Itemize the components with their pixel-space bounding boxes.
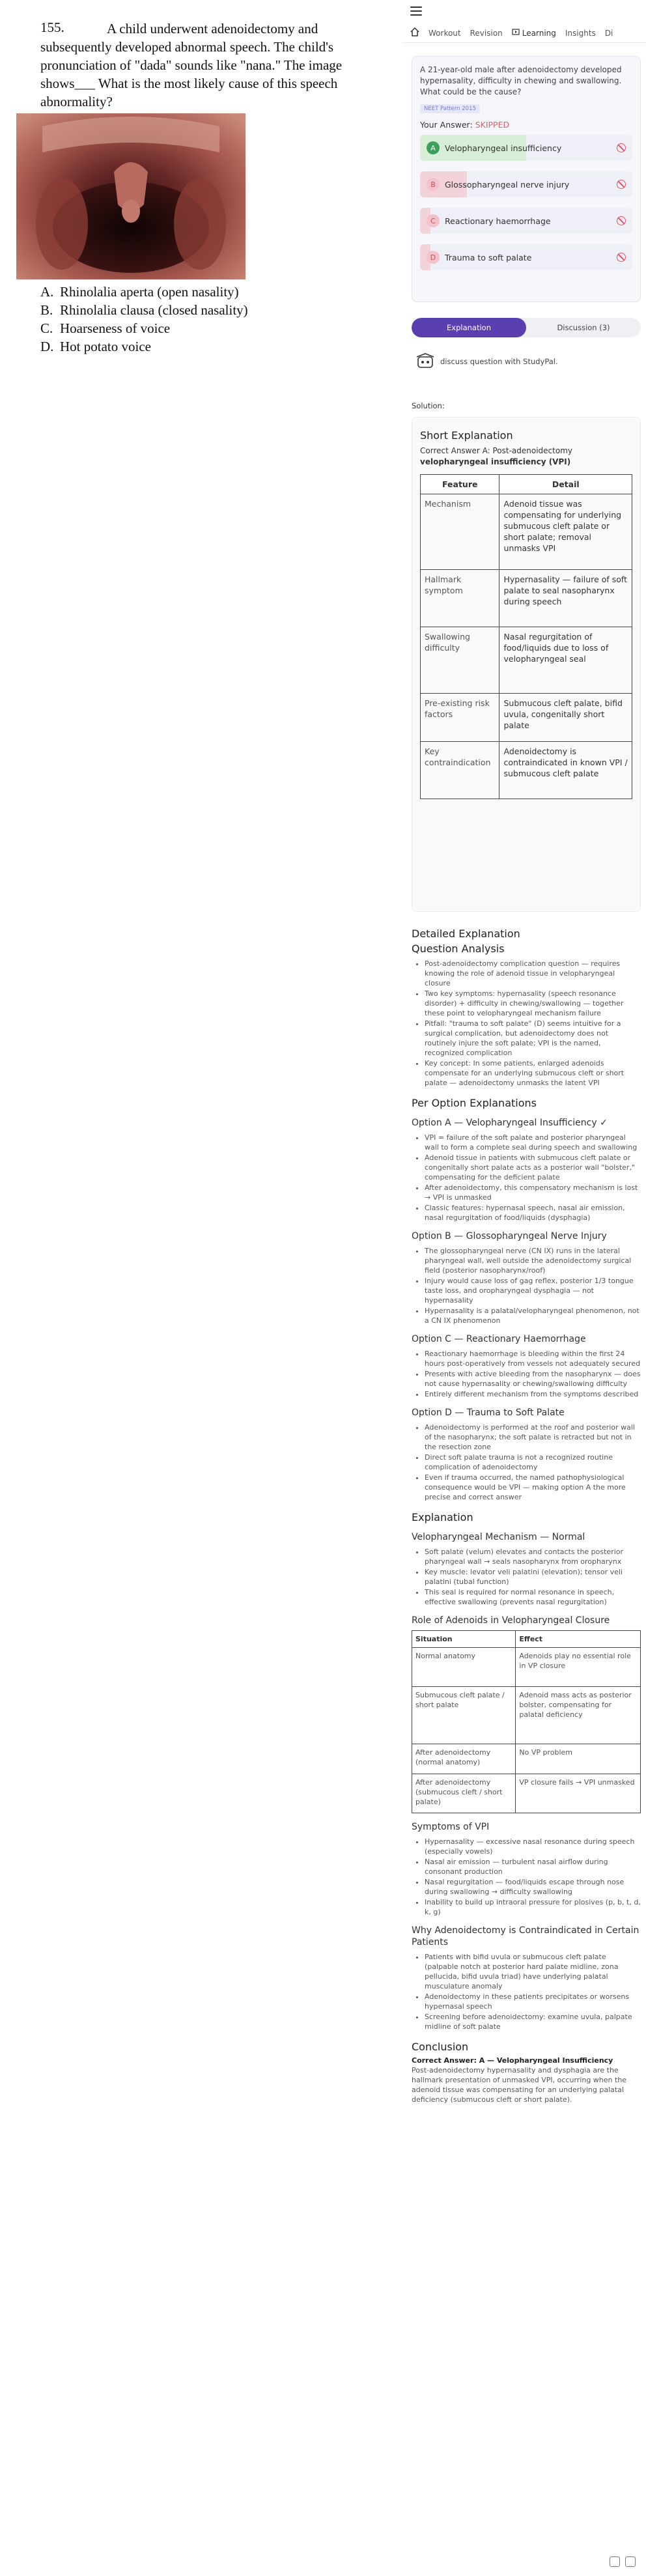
ban-icon [617,253,626,262]
table-row: Submucous cleft palate / short palate Adenoid mass acts as posterior bolster, compensating for palatal deficiency [412,1687,641,1744]
tab-discussion[interactable]: Discussion (3) [557,323,610,332]
list-item: • Nasal regurgitation — food/liquids escape through nose during swallowing → difficulty swallowing [425,1877,641,1897]
answer-option-c[interactable] [420,208,632,234]
short-explanation [412,417,641,912]
list-item: • Injury would cause loss of gag reflex, posterior 1/3 tongue taste loss, and oropharyngeal dysphagia — not hypernasality [425,1276,641,1305]
question-stem: A child underwent adenoidectomy and subsequently developed abnormal speech. The child's pronunciation of "dada" sounds like "nana." The image shows___ What is the most likely cause of this speech abnormality? [40,21,343,109]
detailed-explanation [412,918,641,2104]
list-item: • Post-adenoidectomy complication question — requires knowing the role of adenoid tissue in velopharyngeal closure [425,959,641,988]
question-options [40,283,248,356]
feedback-buttons [610,2556,636,2567]
qa-title: Question Analysis [412,942,505,955]
list-item: • Adenoidectomy is performed at the roof and posterior wall of the nasopharynx; the soft palate is retracted but not in the resection zone [425,1422,641,1452]
solution-label: Solution: [412,401,445,410]
app-panel [402,0,646,2576]
home-icon[interactable] [410,27,419,38]
short-title: Short Explanation [420,429,513,442]
list-item: • Key muscle: levator veli palatini (elevation); tensor veli palatini (tubal function) [425,1567,641,1587]
answer-text: Glossopharyngeal nerve injury [445,179,570,190]
qa-list [425,959,641,1088]
table-row: Normal anatomy Adenoids play no essential role in VP closure [412,1648,641,1687]
tab-workout[interactable]: Workout [428,28,461,38]
list-item: • After adenoidectomy, this compensatory mechanism is lost → VPI is unmasked [425,1183,641,1202]
list-item: • Direct soft palate trauma is not a recognized routine complication of adenoidectomy [425,1452,641,1472]
table-row: Mechanism Adenoid tissue was compensating for underlying submucous cleft palate or short palate; removal unmasks VPI [421,494,632,570]
ban-icon [617,143,626,152]
list-item: • Adenoidectomy in these patients precipitates or worsens hypernasal speech [425,1992,641,2011]
question-number: 155. [40,20,64,35]
list-item: • Classic features: hypernasal speech, nasal air emission, nasal regurgitation of food/liquids (dysphagia) [425,1203,641,1223]
top-navigation [402,23,646,43]
table-header: Effect [516,1631,641,1648]
why-title: Why Adenoidectomy is Contraindicated in Certain Patients [412,1925,639,1947]
correct-answer-line: Correct Answer A: Post-adenoidectomy velopharyngeal insufficiency (VPI) [420,446,572,466]
table-row: Key contraindication Adenoidectomy is contraindicated in known VPI / submucous cleft palate [421,742,632,799]
table-header: Situation [412,1631,516,1648]
list-item: • Screening before adenoidectomy: examine uvula, palpate midline of soft palate [425,2012,641,2031]
option-a: A. Rhinolalia aperta (open nasality) [40,284,239,300]
exam-tag: NEET Pattern 2015 [420,104,480,113]
feature-table [420,474,632,799]
list-item: • Nasal air emission — turbulent nasal airflow during consonant production [425,1857,641,1876]
answer-option-b[interactable] [420,171,632,197]
tab-more[interactable]: Di [604,28,613,38]
list-item: • Inability to build up intraoral pressure for plosives (p, b, t, d, k, g) [425,1897,641,1917]
comment-icon[interactable] [625,2556,636,2567]
tab-learning-label: Learning [522,28,556,38]
list-item: • Hypernasality is a palatal/velopharyngeal phenomenon, not a CN IX phenomenon [425,1306,641,1325]
table-header: Detail [499,475,632,494]
learning-icon [512,28,520,38]
answer-text: Velopharyngeal insufficiency [445,143,562,153]
tab-insights[interactable]: Insights [565,28,596,38]
vp-title: Velopharyngeal Mechanism — Normal [412,1532,585,1542]
symptoms-title: Symptoms of VPI [412,1822,490,1832]
answer-letter: C [427,214,440,227]
option-b-title: Option B — Glossopharyngeal Nerve Injury [412,1231,607,1241]
table-row: Swallowing difficulty Nasal regurgitation of food/liquids due to loss of velopharyngeal seal [421,627,632,694]
answer-text: Trauma to soft palate [445,252,532,262]
conclusion-title: Conclusion [412,2041,469,2053]
answer-option-d[interactable] [420,244,632,270]
list-item: • Patients with bifid uvula or submucous cleft palate (palpable notch at posterior hard palate midline, zona pellucida, bifid uvula triad) have underlying palatal musculature anomaly [425,1952,641,1991]
answer-list [420,135,632,270]
conclusion-answer: Correct Answer: A — Velopharyngeal Insufficiency [412,2056,613,2065]
option-d: D. Hot potato voice [40,339,151,354]
thumbs-up-icon[interactable] [610,2556,620,2567]
tab-revision[interactable]: Revision [470,28,503,38]
list-item: • Reactionary haemorrhage is bleeding within the first 24 hours post-operatively from vessels not adequately secured [425,1349,641,1368]
list-item: • Presents with active bleeding from the nasopharynx — does not cause hypernasality or chewing/swallowing difficulty [425,1369,641,1389]
role-title: Role of Adenoids in Velopharyngeal Closure [412,1615,610,1626]
explanation-tabs [412,318,641,337]
answer-option-a[interactable] [420,135,632,161]
card-question-text: A 21-year-old male after adenoidectomy developed hypernasality, difficulty in chewing and swallowing. What could be the cause? [420,65,622,96]
list-item: • The glossopharyngeal nerve (CN IX) runs in the lateral pharyngeal wall, well outside the adenoidectomy surgical field (posterior nasopharynx/roof) [425,1246,641,1275]
tab-explanation[interactable]: Explanation [412,318,526,337]
answer-letter: D [427,251,440,264]
answer-text: Reactionary haemorrhage [445,216,551,226]
table-row: After adenoidectomy (submucous cleft / short palate) VP closure fails → VPI unmasked [412,1774,641,1813]
throat-image [16,113,246,279]
table-row: Pre-existing risk factors Submucous cleft palate, bifid uvula, congenitally short palate [421,694,632,742]
list-item: • Adenoid tissue in patients with submucous cleft palate or congenitally short palate acts as a posterior wall "bolster," compensating for the deficient palate [425,1153,641,1182]
option-b: B. Rhinolalia clausa (closed nasality) [40,302,248,318]
table-header: Feature [421,475,499,494]
list-item: • Two key symptoms: hypernasality (speech resonance disorder) + difficulty in chewing/swallowing — together these point to velopharyngeal mechanism failure [425,989,641,1018]
menu-icon[interactable] [410,7,422,16]
detailed-title: Detailed Explanation [412,927,520,940]
explanation-title: Explanation [412,1511,473,1523]
tab-learning[interactable] [512,28,556,38]
answer-letter: B [427,178,440,191]
question-card [412,56,641,302]
role-table [412,1630,641,1813]
list-item: • Entirely different mechanism from the symptoms described [425,1389,641,1399]
option-d-title: Option D — Trauma to Soft Palate [412,1408,565,1418]
list-item: • Hypernasality — excessive nasal resonance during speech (especially vowels) [425,1837,641,1856]
studypal-text: discuss question with StudyPal. [440,357,558,366]
table-row: After adenoidectomy (normal anatomy) No VP problem [412,1744,641,1774]
list-item: • This seal is required for normal resonance in speech, effective swallowing (prevents nasal regurgitation) [425,1587,641,1607]
ban-icon [617,180,626,189]
list-item: • Pitfall: "trauma to soft palate" (D) seems intuitive for a surgical complication, but adenoidectomy does not routinely injure the soft palate; VPI is the named, recognized complication [425,1019,641,1058]
robot-icon [415,352,435,371]
ban-icon [617,216,626,225]
your-answer: Your Answer: SKIPPED [420,120,510,130]
option-c-title: Option C — Reactionary Haemorrhage [412,1334,586,1344]
option-c: C. Hoarseness of voice [40,320,171,336]
table-row: Hallmark symptom Hypernasality — failure of soft palate to seal nasopharynx during speech [421,570,632,627]
list-item: • Even if trauma occurred, the named pathophysiological consequence would be VPI — making option A the more precise and correct answer [425,1473,641,1502]
list-item: • VPI = failure of the soft palate and posterior pharyngeal wall to form a complete seal during speech and swallowing [425,1133,641,1152]
option-a-title: Option A — Velopharyngeal Insufficiency ✓ [412,1118,608,1128]
list-item: • Soft palate (velum) elevates and contacts the posterior pharyngeal wall → seals nasopharynx from oropharynx [425,1547,641,1566]
conclusion-text: Post-adenoidectomy hypernasality and dysphagia are the hallmark presentation of unmasked VPI, occurring when the adenoid tissue was compensating for an underlying palatal deficiency (submucous cleft or short palate). [412,2066,627,2104]
list-item: • Key concept: In some patients, enlarged adenoids compensate for an underlying submucous cleft or short palate — adenoidectomy unmasks the latent VPI [425,1058,641,1088]
per-option-title: Per Option Explanations [412,1097,537,1109]
answer-letter: A [427,141,440,154]
studypal-link[interactable] [415,352,558,371]
answer-status: SKIPPED [475,120,510,130]
